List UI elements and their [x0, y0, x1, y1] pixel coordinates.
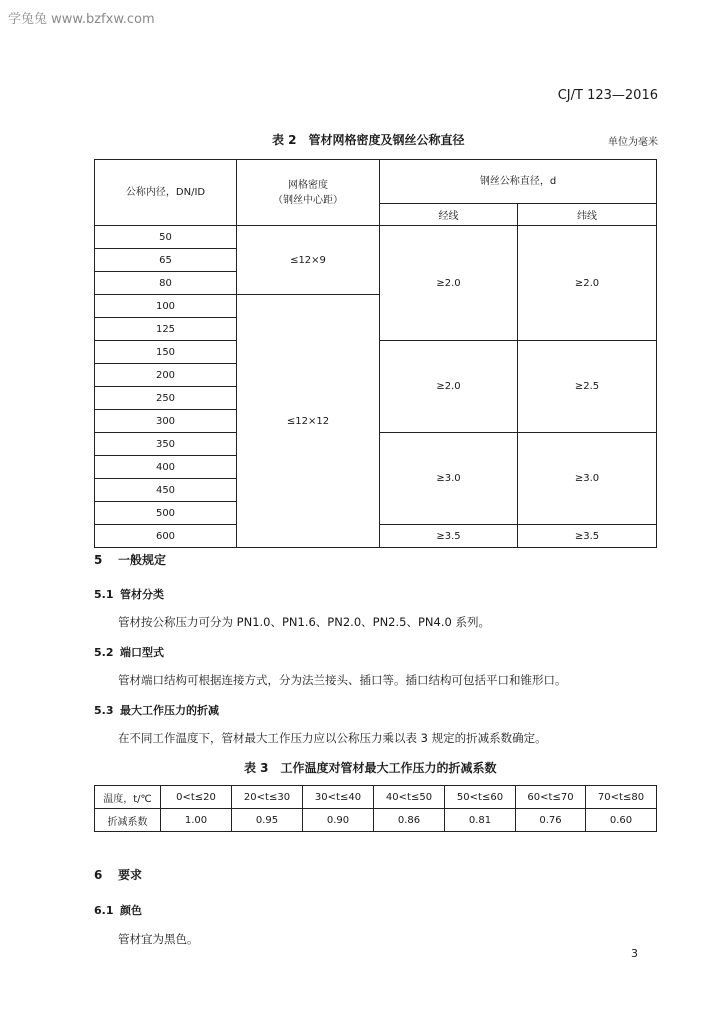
header-weft: 纬线 [518, 204, 657, 226]
temperature-cell: 60<t≤70 [516, 786, 586, 809]
warp-cell: ≥2.0 [380, 341, 518, 433]
header-mesh-density-sub: （钢丝中心距） [273, 194, 343, 206]
section-5-1-heading [94, 586, 164, 602]
warp-cell: ≥3.0 [380, 433, 518, 525]
section-5-2-text: 管材端口结构可根据连接方式，分为法兰接头、插口等。插口结构可包括平口和锥形口。 [118, 673, 567, 687]
weft-cell: ≥2.5 [518, 341, 657, 433]
mesh-cell: ≤12×12 [237, 295, 380, 548]
warp-cell: ≥2.0 [380, 226, 518, 341]
section-title: 管材分类 [120, 588, 164, 601]
diameter-cell: 500 [95, 502, 237, 525]
mesh-cell: ≤12×9 [237, 226, 380, 295]
section-number: 5.2 [94, 646, 114, 659]
temperature-cell: 70<t≤80 [586, 786, 657, 809]
section-number: 5.1 [94, 588, 114, 601]
factor-cell: 0.90 [303, 809, 374, 832]
temperature-cell: 0<t≤20 [161, 786, 232, 809]
section-number: 5.3 [94, 704, 114, 717]
temperature-cell: 40<t≤50 [374, 786, 445, 809]
diameter-cell: 300 [95, 410, 237, 433]
section-6-1-heading [94, 902, 142, 918]
standard-code: CJ/T 123—2016 [557, 88, 658, 103]
temperature-label: 温度，t/℃ [95, 786, 161, 809]
section-title: 一般规定 [118, 553, 167, 567]
section-number: 6 [94, 868, 103, 882]
weft-cell: ≥2.0 [518, 226, 657, 341]
factor-cell: 0.81 [445, 809, 516, 832]
section-title: 最大工作压力的折减 [120, 704, 219, 717]
table2-caption: 表 2 管材网格密度及钢丝公称直径 [272, 133, 465, 147]
weft-cell: ≥3.0 [518, 433, 657, 525]
temperature-cell: 30<t≤40 [303, 786, 374, 809]
table3-caption: 表 3 工作温度对管材最大工作压力的折减系数 [244, 761, 497, 775]
header-mesh-density-label: 网格密度 [288, 179, 328, 191]
factor-cell: 1.00 [161, 809, 232, 832]
diameter-cell: 200 [95, 364, 237, 387]
section-title: 颜色 [120, 904, 142, 917]
section-5-1-text: 管材按公称压力可分为 PN1.0、PN1.6、PN2.0、PN2.5、PN4.0 系列。 [118, 615, 490, 629]
diameter-cell: 450 [95, 479, 237, 502]
section-number: 6.1 [94, 904, 114, 917]
watermark: 学兔兔 www.bzfxw.com [8, 12, 155, 27]
header-wire-diameter: 钢丝公称直径，d [380, 160, 657, 204]
warp-cell: ≥3.5 [380, 525, 518, 548]
section-5-3-text: 在不同工作温度下，管材最大工作压力应以公称压力乘以表 3 规定的折减系数确定。 [118, 731, 547, 745]
diameter-cell: 400 [95, 456, 237, 479]
header-warp: 经线 [380, 204, 518, 226]
diameter-cell: 125 [95, 318, 237, 341]
factor-cell: 0.86 [374, 809, 445, 832]
factor-cell: 0.95 [232, 809, 303, 832]
diameter-cell: 65 [95, 249, 237, 272]
diameter-cell: 150 [95, 341, 237, 364]
diameter-cell: 80 [95, 272, 237, 295]
diameter-cell: 50 [95, 226, 237, 249]
page-number: 3 [631, 947, 638, 960]
factor-cell: 0.60 [586, 809, 657, 832]
section-title: 端口型式 [120, 646, 164, 659]
temperature-cell: 50<t≤60 [445, 786, 516, 809]
factor-cell: 0.76 [516, 809, 586, 832]
section-5-3-heading [94, 702, 219, 718]
table2-unit: 单位为毫米 [608, 137, 658, 148]
table2-mesh-density [94, 159, 657, 548]
header-nominal-diameter: 公称内径，DN/ID [95, 160, 237, 226]
temperature-cell: 20<t≤30 [232, 786, 303, 809]
section-5-heading [94, 551, 166, 568]
section-number: 5 [94, 553, 103, 567]
diameter-cell: 350 [95, 433, 237, 456]
section-title: 要求 [118, 868, 143, 882]
diameter-cell: 100 [95, 295, 237, 318]
section-5-2-heading [94, 644, 164, 660]
table3-reduction-factors [94, 785, 657, 832]
header-mesh-density [237, 160, 380, 226]
weft-cell: ≥3.5 [518, 525, 657, 548]
factor-label: 折减系数 [95, 809, 161, 832]
diameter-cell: 250 [95, 387, 237, 410]
section-6-heading [94, 866, 142, 883]
section-6-1-text: 管材宜为黑色。 [118, 932, 199, 946]
diameter-cell: 600 [95, 525, 237, 548]
